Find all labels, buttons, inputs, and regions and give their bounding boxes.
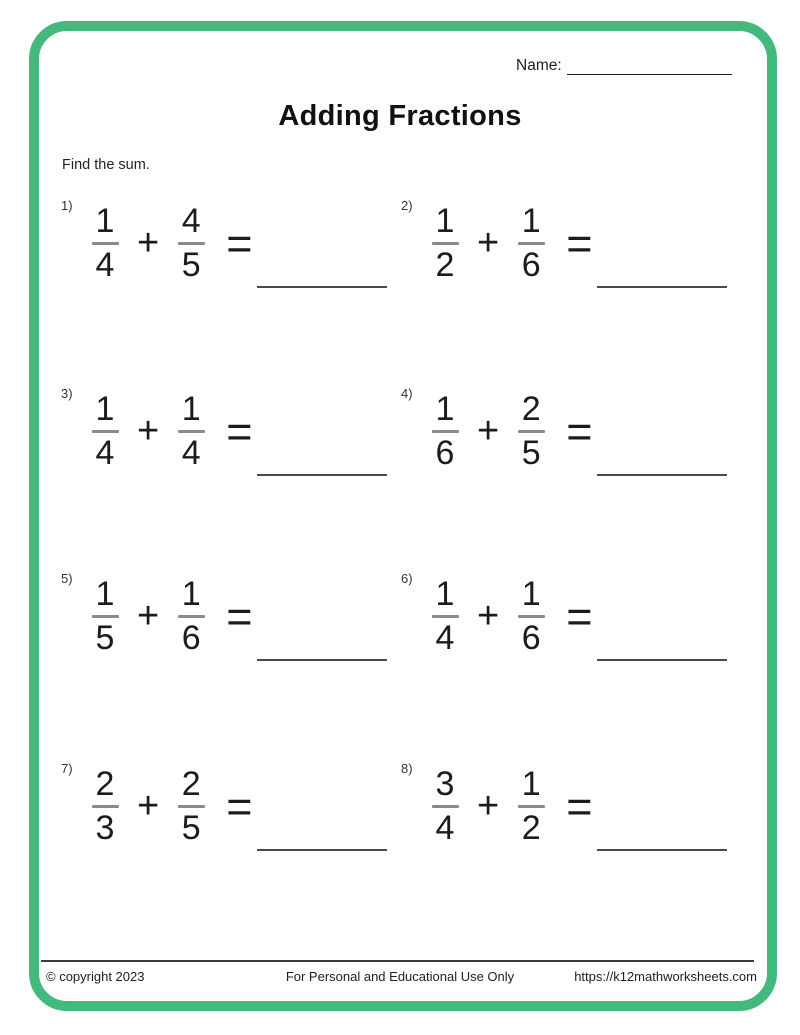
plus-sign: + xyxy=(137,595,160,638)
expression xyxy=(425,577,592,656)
fraction-bar xyxy=(92,242,119,245)
numerator: 1 xyxy=(435,575,455,613)
numerator: 1 xyxy=(521,575,541,613)
fraction-bar xyxy=(178,430,205,433)
footer-website-link[interactable]: https://k12mathworksheets.com xyxy=(574,969,757,984)
equals-sign: = xyxy=(566,217,593,269)
answer-blank[interactable] xyxy=(257,474,387,476)
fraction-2 xyxy=(511,767,551,846)
problem-cell-8 xyxy=(395,759,735,877)
denominator: 5 xyxy=(181,245,201,284)
problem-number: 4) xyxy=(401,386,413,401)
fraction-2 xyxy=(171,204,211,283)
fraction-bar xyxy=(178,805,205,808)
expression xyxy=(425,204,592,283)
fraction-bar xyxy=(518,430,545,433)
fraction-1 xyxy=(85,767,125,846)
fraction-1 xyxy=(85,204,125,283)
answer-blank[interactable] xyxy=(257,286,387,288)
problem-number: 1) xyxy=(61,198,73,213)
numerator: 1 xyxy=(95,390,115,428)
equals-sign: = xyxy=(226,405,253,457)
fraction-1 xyxy=(425,392,465,471)
numerator: 2 xyxy=(95,765,115,803)
fraction-1 xyxy=(425,577,465,656)
equals-sign: = xyxy=(566,405,593,457)
plus-sign: + xyxy=(477,222,500,265)
numerator: 1 xyxy=(95,575,115,613)
fraction-2 xyxy=(511,204,551,283)
fraction-2 xyxy=(511,392,551,471)
fraction-bar xyxy=(92,430,119,433)
expression xyxy=(85,392,252,471)
denominator: 4 xyxy=(435,808,455,847)
equals-sign: = xyxy=(226,780,253,832)
equals-sign: = xyxy=(566,780,593,832)
denominator: 2 xyxy=(521,808,541,847)
problem-number: 3) xyxy=(61,386,73,401)
answer-blank[interactable] xyxy=(597,659,727,661)
name-label: Name: xyxy=(516,57,562,74)
footer-divider xyxy=(41,960,754,962)
expression xyxy=(425,392,592,471)
fraction-bar xyxy=(178,242,205,245)
numerator: 1 xyxy=(435,202,455,240)
numerator: 1 xyxy=(521,202,541,240)
fraction-bar xyxy=(518,242,545,245)
expression xyxy=(85,767,252,846)
expression xyxy=(85,577,252,656)
problem-cell-6 xyxy=(395,569,735,687)
numerator: 1 xyxy=(521,765,541,803)
problem-cell-7 xyxy=(55,759,395,877)
plus-sign: + xyxy=(477,785,500,828)
denominator: 5 xyxy=(521,433,541,472)
denominator: 5 xyxy=(181,808,201,847)
plus-sign: + xyxy=(137,410,160,453)
fraction-bar xyxy=(92,615,119,618)
problem-number: 7) xyxy=(61,761,73,776)
denominator: 3 xyxy=(95,808,115,847)
footer-copyright: © copyright 2023 xyxy=(46,969,145,984)
numerator: 1 xyxy=(181,390,201,428)
problem-cell-1 xyxy=(55,196,395,314)
numerator: 4 xyxy=(181,202,201,240)
plus-sign: + xyxy=(137,222,160,265)
plus-sign: + xyxy=(477,595,500,638)
fraction-bar xyxy=(92,805,119,808)
fraction-bar xyxy=(432,805,459,808)
answer-blank[interactable] xyxy=(597,849,727,851)
denominator: 6 xyxy=(521,618,541,657)
denominator: 4 xyxy=(95,433,115,472)
fraction-bar xyxy=(432,430,459,433)
name-row xyxy=(516,57,732,75)
problem-cell-3 xyxy=(55,384,395,502)
problem-number: 6) xyxy=(401,571,413,586)
fraction-1 xyxy=(85,577,125,656)
fraction-bar xyxy=(432,615,459,618)
problem-number: 2) xyxy=(401,198,413,213)
denominator: 4 xyxy=(435,618,455,657)
expression xyxy=(85,204,252,283)
problem-number: 8) xyxy=(401,761,413,776)
problem-cell-4 xyxy=(395,384,735,502)
fraction-2 xyxy=(511,577,551,656)
numerator: 1 xyxy=(95,202,115,240)
problem-cell-5 xyxy=(55,569,395,687)
fraction-1 xyxy=(425,767,465,846)
equals-sign: = xyxy=(226,590,253,642)
fraction-2 xyxy=(171,577,211,656)
numerator: 1 xyxy=(435,390,455,428)
page-title: Adding Fractions xyxy=(278,100,522,132)
plus-sign: + xyxy=(477,410,500,453)
numerator: 1 xyxy=(181,575,201,613)
answer-blank[interactable] xyxy=(597,474,727,476)
numerator: 2 xyxy=(181,765,201,803)
fraction-1 xyxy=(425,204,465,283)
numerator: 3 xyxy=(435,765,455,803)
problem-cell-2 xyxy=(395,196,735,314)
denominator: 4 xyxy=(181,433,201,472)
plus-sign: + xyxy=(137,785,160,828)
answer-blank[interactable] xyxy=(257,849,387,851)
answer-blank[interactable] xyxy=(257,659,387,661)
fraction-1 xyxy=(85,392,125,471)
denominator: 6 xyxy=(521,245,541,284)
fraction-bar xyxy=(178,615,205,618)
equals-sign: = xyxy=(566,590,593,642)
expression xyxy=(425,767,592,846)
fraction-bar xyxy=(432,242,459,245)
fraction-2 xyxy=(171,392,211,471)
answer-blank[interactable] xyxy=(597,286,727,288)
denominator: 2 xyxy=(435,245,455,284)
problem-number: 5) xyxy=(61,571,73,586)
fraction-bar xyxy=(518,805,545,808)
footer-usage-note: For Personal and Educational Use Only xyxy=(285,969,515,984)
fraction-bar xyxy=(518,615,545,618)
name-blank-field[interactable] xyxy=(567,57,732,75)
denominator: 5 xyxy=(95,618,115,657)
denominator: 6 xyxy=(181,618,201,657)
fraction-2 xyxy=(171,767,211,846)
equals-sign: = xyxy=(226,217,253,269)
instruction-text: Find the sum. xyxy=(62,157,150,173)
denominator: 4 xyxy=(95,245,115,284)
numerator: 2 xyxy=(521,390,541,428)
denominator: 6 xyxy=(435,433,455,472)
